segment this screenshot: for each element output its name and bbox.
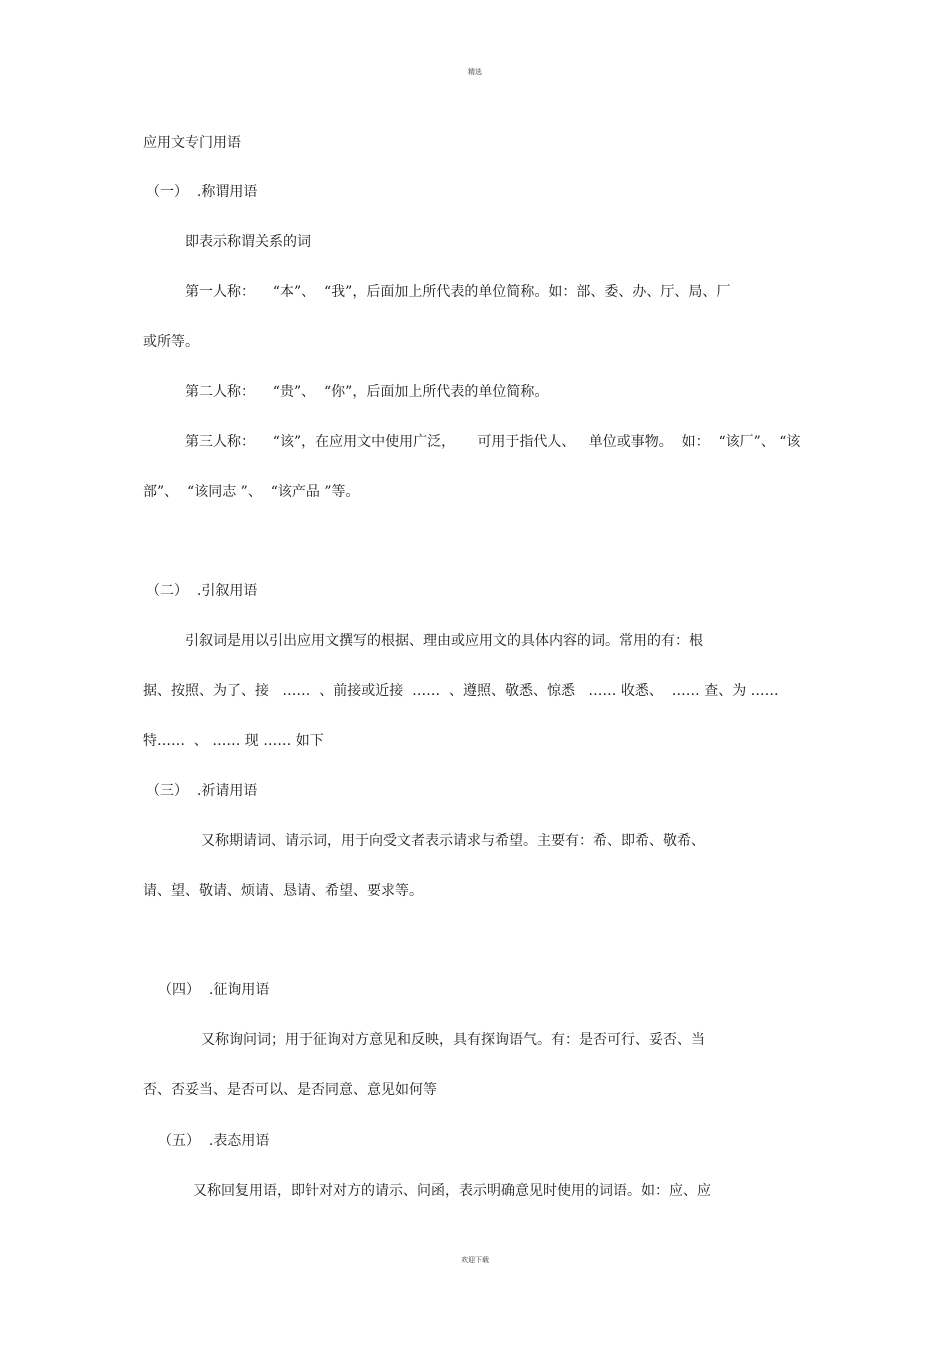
document-title: 应用文专门用语 [143,135,241,151]
paragraph-line: 即表示称谓关系的词 [185,234,311,250]
paragraph-line: 第二人称： “贵”、 “你”，后面加上所代表的单位简称。 [185,384,549,400]
section-heading-5: （五） .表态用语 [158,1133,270,1149]
paragraph-line: 特…… 、 …… 现 …… 如下 [143,733,324,749]
paragraph-line: 据、按照、为了、接 …… 、前接或近接 …… 、遵照、敬悉、惊悉 …… 收悉、 …… 查、为 …… [143,683,779,699]
page-header: 精选 [468,68,482,76]
paragraph-line: 又称期请词、请示词，用于向受文者表示请求与希望。主要有：希、即希、敬希、 [201,833,705,849]
paragraph-line: 第三人称： “该”，在应用文中使用广泛， 可用于指代人、 单位或事物。 如： “该厂”、 “该 [185,434,801,450]
paragraph-line: 又称询问词；用于征询对方意见和反映，具有探询语气。有：是否可行、妥否、当 [201,1032,705,1048]
section-heading-1: （一） .称谓用语 [146,184,258,200]
paragraph-line: 第一人称： “本”、 “我”，后面加上所代表的单位简称。如：部、委、办、厅、局、厂 [185,284,731,300]
paragraph-line: 部”、 “该同志 ”、 “该产品 ”等。 [143,484,360,500]
page-footer: 欢迎下载 [461,1256,489,1264]
paragraph-line: 引叙词是用以引出应用文撰写的根据、理由或应用文的具体内容的词。常用的有：根 [185,633,703,649]
section-heading-3: （三） .祈请用语 [146,783,258,799]
paragraph-line: 否、否妥当、是否可以、是否同意、意见如何等 [143,1082,437,1098]
section-heading-4: （四） .征询用语 [158,982,270,998]
section-heading-2: （二） .引叙用语 [146,583,258,599]
paragraph-line: 又称回复用语，即针对对方的请示、问函，表示明确意见时使用的词语。如：应、应 [193,1183,711,1199]
paragraph-line: 请、望、敬请、烦请、恳请、希望、要求等。 [143,883,423,899]
paragraph-line: 或所等。 [143,334,199,350]
